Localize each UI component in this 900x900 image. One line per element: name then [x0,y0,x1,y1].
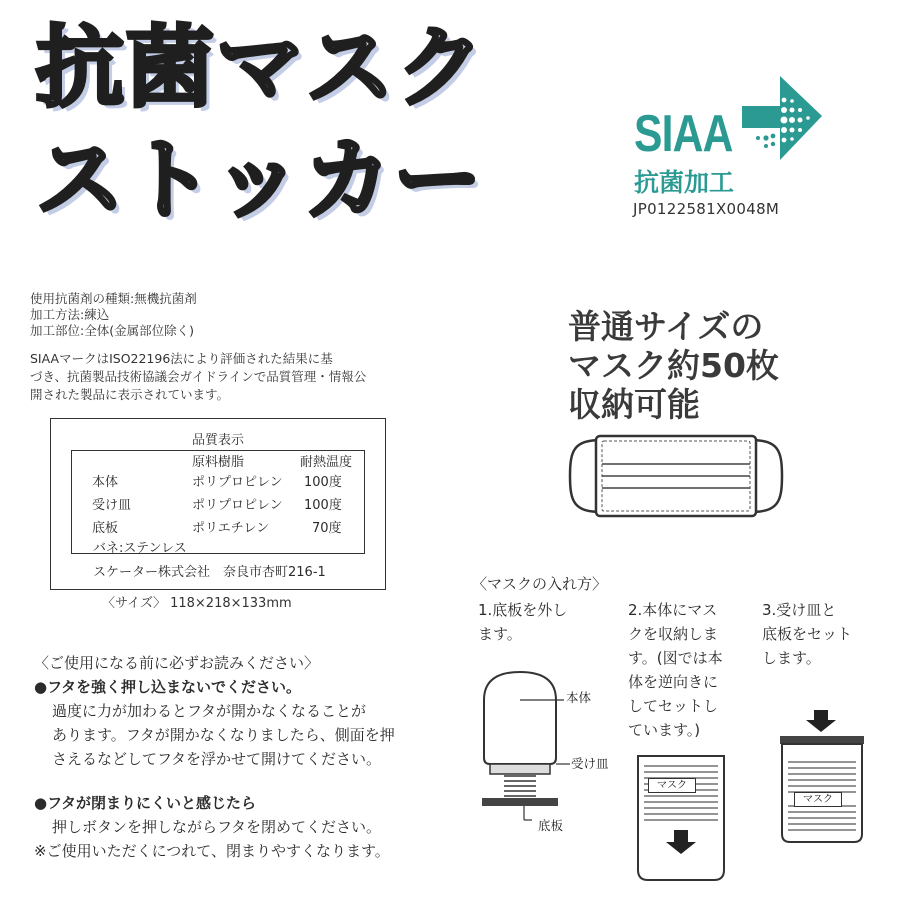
step3-diagram [776,706,868,852]
quality-row-temp: 100度 [304,475,342,490]
quality-row-material: ポリプロピレン [192,475,283,490]
step3-mask-tag: マスク [794,792,842,807]
mask-illustration [566,430,786,522]
notes-item1-title: ●フタを強く押し込まないでください。 [34,678,302,696]
step3-line3: します。 [762,649,821,667]
howto-header: 〈マスクの入れ方〉 [472,575,608,593]
step2-line6: ています。) [628,721,701,739]
label-body: 本体 [566,690,592,705]
notes-item1-line3: さえるなどしてフタを浮かせて開けてください。 [52,750,381,768]
notes-item2-line2: ※ご使用いただくにつれて、閉まりやすくなります。 [34,842,390,860]
info-desc-1: SIAAマークはISO22196法により評価された結果に基 [30,351,333,366]
step2-line5: してセットし [628,697,719,715]
quality-row-material: ポリプロピレン [192,498,283,513]
siaa-logo-icon [740,72,824,164]
step1-line1: 1.底板を外し [478,601,568,619]
step1-diagram [470,660,620,840]
info-method: 加工方法:練込 [30,307,110,322]
quality-row-temp: 70度 [312,521,342,536]
notes-header: 〈ご使用になる前に必ずお読みください〉 [34,654,320,672]
step2-line3: す。(図では本 [628,649,723,667]
quality-row-part: 本体 [92,475,119,490]
step2-mask-tag: マスク [648,778,696,793]
notes-item2-title: ●フタが閉まりにくいと感じたら [34,794,257,812]
title-line-1: 抗菌マスク [36,16,487,119]
quality-title: 品質表示 [191,433,244,448]
notes-item1-line2: あります。フタが開かなくなりましたら、側面を押 [52,726,395,744]
quality-spring: バネ:ステンレス [93,541,187,556]
step3-line1: 3.受け皿と [762,601,837,619]
info-agent-type: 使用抗菌剤の種類:無機抗菌剤 [30,291,197,306]
quality-label-box [50,418,386,590]
quality-company: スケーター株式会社 奈良市杏町216-1 [93,565,326,580]
step3-line2: 底板をセット [762,625,853,643]
quality-row-temp: 100度 [304,498,342,513]
capacity-line-3: 収納可能 [568,385,700,424]
siaa-label: 抗菌加工 [634,168,735,197]
step2-line4: 体を逆向きに [628,673,719,691]
capacity-line-2: マスク約50枚 [568,346,779,385]
siaa-code: JP0122581X0048M [633,200,780,218]
quality-row-part: 受け皿 [92,498,132,513]
quality-header-temp: 耐熱温度 [300,455,353,470]
label-base: 底板 [538,818,564,833]
step2-line1: 2.本体にマス [628,601,718,619]
quality-row-part: 底板 [92,521,119,536]
title-line-2: ストッカー [36,128,484,231]
quality-row-material: ポリエチレン [192,521,270,536]
label-tray: 受け皿 [571,756,609,771]
notes-item1-line1: 過度に力が加わるとフタが開かなくなることが [52,702,366,720]
siaa-mark-text: SIAA [634,105,733,163]
notes-item2-line1: 押しボタンを押しながらフタを閉めてください。 [52,818,381,836]
product-size: 〈サイズ〉 118×218×133mm [102,596,292,611]
info-part: 加工部位:全体(金属部位除く) [30,323,194,338]
info-desc-2: づき、抗菌製品技術協議会ガイドラインで品質管理・情報公 [30,369,367,384]
quality-header-material: 原料樹脂 [192,455,245,470]
step2-diagram [632,752,732,886]
info-desc-3: 開された製品に表示されています。 [30,387,230,402]
capacity-line-1: 普通サイズの [568,307,764,346]
quality-table [71,450,365,554]
step2-line2: クを収納しま [628,625,719,643]
step1-line2: ます。 [478,625,522,643]
